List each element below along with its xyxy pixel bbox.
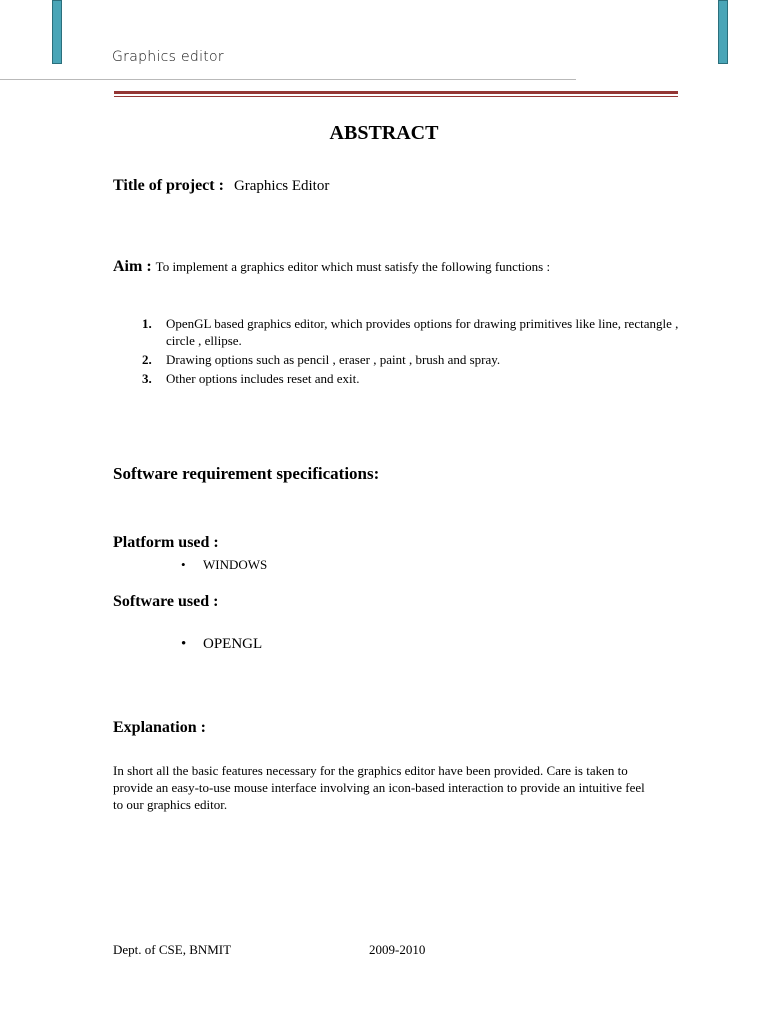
header-rule-thin [114, 96, 678, 97]
software-label: Software used : [113, 593, 219, 610]
list-item-text: OpenGL based graphics editor, which provides options for drawing primitives like line, rectangle , circle , ellipse. [166, 316, 679, 348]
abstract-heading: ABSTRACT [329, 122, 439, 144]
bullet-icon: • [181, 557, 186, 572]
list-item [142, 351, 682, 368]
software-item [181, 636, 262, 653]
software-value: OPENGL [203, 636, 263, 652]
srs-heading: Software requirement specifications: [113, 464, 380, 483]
header-rule-thick [114, 91, 678, 94]
list-item-text: Other options includes reset and exit. [166, 371, 360, 386]
aim-label: Aim : [113, 258, 152, 275]
header-title: Graphics editor [112, 49, 224, 65]
header-divider [0, 79, 576, 80]
list-item-number: 2. [142, 352, 152, 367]
list-item-number: 3. [142, 371, 152, 386]
list-item-text: Drawing options such as pencil , eraser , paint , brush and spray. [166, 352, 501, 367]
project-title-value: Graphics Editor [233, 178, 330, 194]
list-item [142, 370, 682, 387]
project-title-row [113, 177, 329, 195]
aim-row [113, 258, 550, 276]
explanation-text: In short all the basic features necessary for the graphics editor have been provided. Care is taken to provide an easy-to-use mouse interface involving an icon-based interaction to provide an intuitive feel to our graphics editor. [113, 763, 645, 812]
footer-year: 2009-2010 [369, 942, 426, 957]
functions-list [142, 315, 682, 389]
header-left-accent-bar [52, 0, 62, 64]
footer-dept: Dept. of CSE, BNMIT [113, 942, 232, 957]
list-item-number: 1. [142, 316, 152, 331]
list-item [142, 315, 682, 349]
platform-label: Platform used : [113, 534, 219, 551]
platform-value: WINDOWS [203, 557, 268, 572]
explanation-label: Explanation : [113, 719, 206, 736]
bullet-icon: • [181, 636, 187, 652]
aim-text: To implement a graphics editor which must satisfy the following functions : [155, 259, 551, 274]
project-title-label: Title of project : [113, 177, 224, 194]
platform-item [181, 557, 267, 573]
header-right-accent-bar [718, 0, 728, 64]
